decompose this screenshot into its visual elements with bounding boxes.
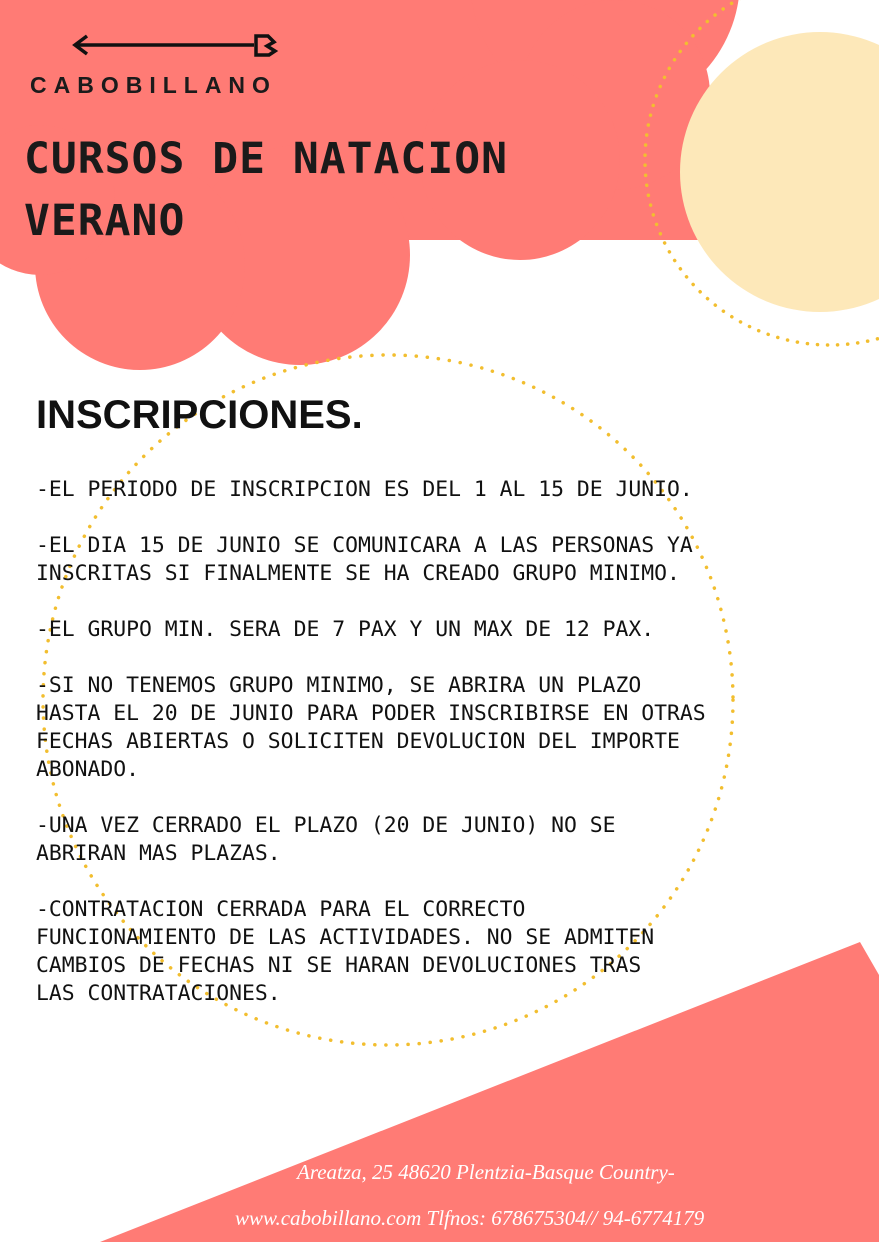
brand-name: CABOBILLANO <box>30 72 277 98</box>
rule-item: -EL DIA 15 DE JUNIO SE COMUNICARA A LAS PERSONAS YA INSCRITAS SI FINALMENTE SE HA CREADO GRUPO MINIMO. <box>36 533 693 586</box>
rule-item: -EL PERIODO DE INSCRIPCION ES DEL 1 AL 15 DE JUNIO. <box>36 477 693 502</box>
poster-title <box>24 128 508 252</box>
inscripciones-heading: INSCRIPCIONES. <box>36 393 363 437</box>
rule-item: -CONTRATACION CERRADA PARA EL CORRECTO FUNCIONAMIENTO DE LAS ACTIVIDADES. NO SE ADMITEN CAMBIOS DE FECHAS NI SE HARAN DEVOLUCIONES TRAS LAS CONTRATACIONES. <box>36 897 655 1006</box>
poster-title-line-2: VERANO <box>24 196 186 246</box>
rule-item: -UNA VEZ CERRADO EL PLAZO (20 DE JUNIO) NO SE ABRIRAN MAS PLAZAS. <box>36 813 616 866</box>
footer-contact: www.cabobillano.com Tlfnos: 678675304// 94-6774179 <box>235 1206 705 1230</box>
footer-address: Areatza, 25 48620 Plentzia-Basque Country- <box>297 1160 675 1184</box>
sun-circle <box>680 32 879 312</box>
rules-list <box>36 476 816 1036</box>
logo-arrow-icon <box>70 30 280 60</box>
rule-item: -EL GRUPO MIN. SERA DE 7 PAX Y UN MAX DE 12 PAX. <box>36 617 655 642</box>
poster-title-line-1: CURSOS DE NATACION <box>24 134 508 184</box>
rule-item: -SI NO TENEMOS GRUPO MINIMO, SE ABRIRA UN PLAZO HASTA EL 20 DE JUNIO PARA PODER INSCRIBIRSE EN OTRAS FECHAS ABIERTAS O SOLICITEN DEVOLUCION DEL IMPORTE ABONADO. <box>36 673 706 782</box>
